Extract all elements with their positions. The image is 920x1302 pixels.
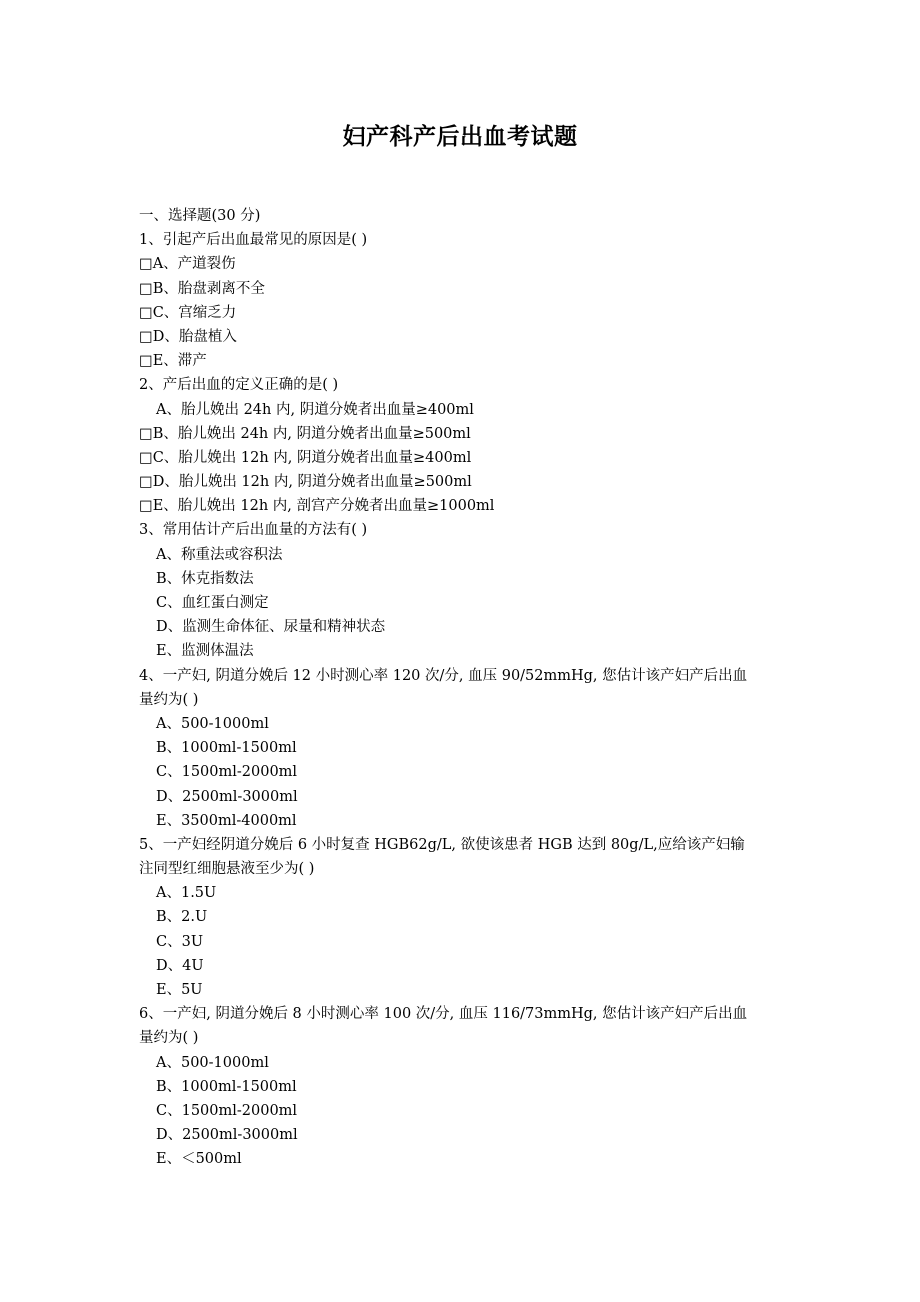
- question-stem: 1、引起产后出血最常见的原因是( ): [139, 232, 368, 249]
- answer-option: □A、产道裂伤: [139, 256, 236, 273]
- answer-option: □E、滞产: [139, 353, 207, 370]
- answer-option: C、3U: [156, 933, 204, 950]
- answer-option: □D、胎盘植入: [139, 328, 237, 345]
- question-6: [139, 1002, 784, 1171]
- answer-option: D、2500ml-3000ml: [156, 788, 298, 805]
- answer-option: C、1500ml-2000ml: [156, 1102, 298, 1119]
- answer-option: □C、宫缩乏力: [139, 304, 237, 321]
- answer-option: A、称重法或容积法: [156, 546, 283, 563]
- question-stem: 5、一产妇经阴道分娩后 6 小时复查 HGB62g/L, 欲使该患者 HGB 达到 80g/L,应给该产妇输: [139, 836, 745, 853]
- question-3: [139, 518, 784, 663]
- question-stem: 3、常用估计产后出血量的方法有( ): [139, 522, 368, 539]
- answer-option: D、2500ml-3000ml: [156, 1127, 298, 1144]
- answer-option: □B、胎儿娩出 24h 内, 阴道分娩者出血量≥500ml: [139, 425, 471, 442]
- answer-option: B、休克指数法: [156, 570, 254, 587]
- answer-option: E、3500ml-4000ml: [156, 812, 297, 829]
- answer-option: A、500-1000ml: [156, 715, 269, 732]
- page-title: 妇产科产后出血考试题: [342, 124, 578, 150]
- section-header: 一、选择题(30 分): [139, 208, 261, 224]
- exam-content: [139, 204, 784, 1172]
- answer-option: E、＜500ml: [156, 1151, 242, 1168]
- answer-option: C、血红蛋白测定: [156, 595, 269, 611]
- answer-option: □E、胎儿娩出 12h 内, 剖宫产分娩者出血量≥1000ml: [139, 498, 495, 515]
- answer-option: E、5U: [156, 982, 203, 998]
- answer-option: E、监测体温法: [156, 643, 254, 660]
- answer-option: A、1.5U: [156, 885, 217, 902]
- question-stem: 2、产后出血的定义正确的是( ): [139, 377, 339, 394]
- answer-option: B、1000ml-1500ml: [156, 740, 297, 757]
- question-stem-continued: 量约为( ): [139, 691, 199, 708]
- question-2: [139, 373, 784, 518]
- answer-option: D、监测生命体征、尿量和精神状态: [156, 619, 386, 636]
- answer-option: A、500-1000ml: [156, 1054, 269, 1071]
- answer-option: D、4U: [156, 957, 204, 974]
- question-stem: 4、一产妇, 阴道分娩后 12 小时测心率 120 次/分, 血压 90/52mmHg, 您估计该产妇产后出血: [139, 667, 748, 684]
- answer-option: B、1000ml-1500ml: [156, 1078, 297, 1095]
- answer-option: C、1500ml-2000ml: [156, 764, 298, 781]
- answer-option: B、2.U: [156, 909, 208, 926]
- answer-option: A、胎儿娩出 24h 内, 阴道分娩者出血量≥400ml: [156, 401, 474, 418]
- answer-option: □C、胎儿娩出 12h 内, 阴道分娩者出血量≥400ml: [139, 449, 472, 466]
- answer-option: □D、胎儿娩出 12h 内, 阴道分娩者出血量≥500ml: [139, 474, 472, 491]
- question-stem: 6、一产妇, 阴道分娩后 8 小时测心率 100 次/分, 血压 116/73mmHg, 您估计该产妇产后出血: [139, 1006, 748, 1023]
- question-stem-continued: 注同型红细胞悬液至少为( ): [139, 861, 315, 878]
- question-1: [139, 228, 784, 373]
- question-4: [139, 664, 784, 833]
- question-stem-continued: 量约为( ): [139, 1030, 199, 1047]
- question-5: [139, 833, 784, 1002]
- answer-option: □B、胎盘剥离不全: [139, 280, 265, 297]
